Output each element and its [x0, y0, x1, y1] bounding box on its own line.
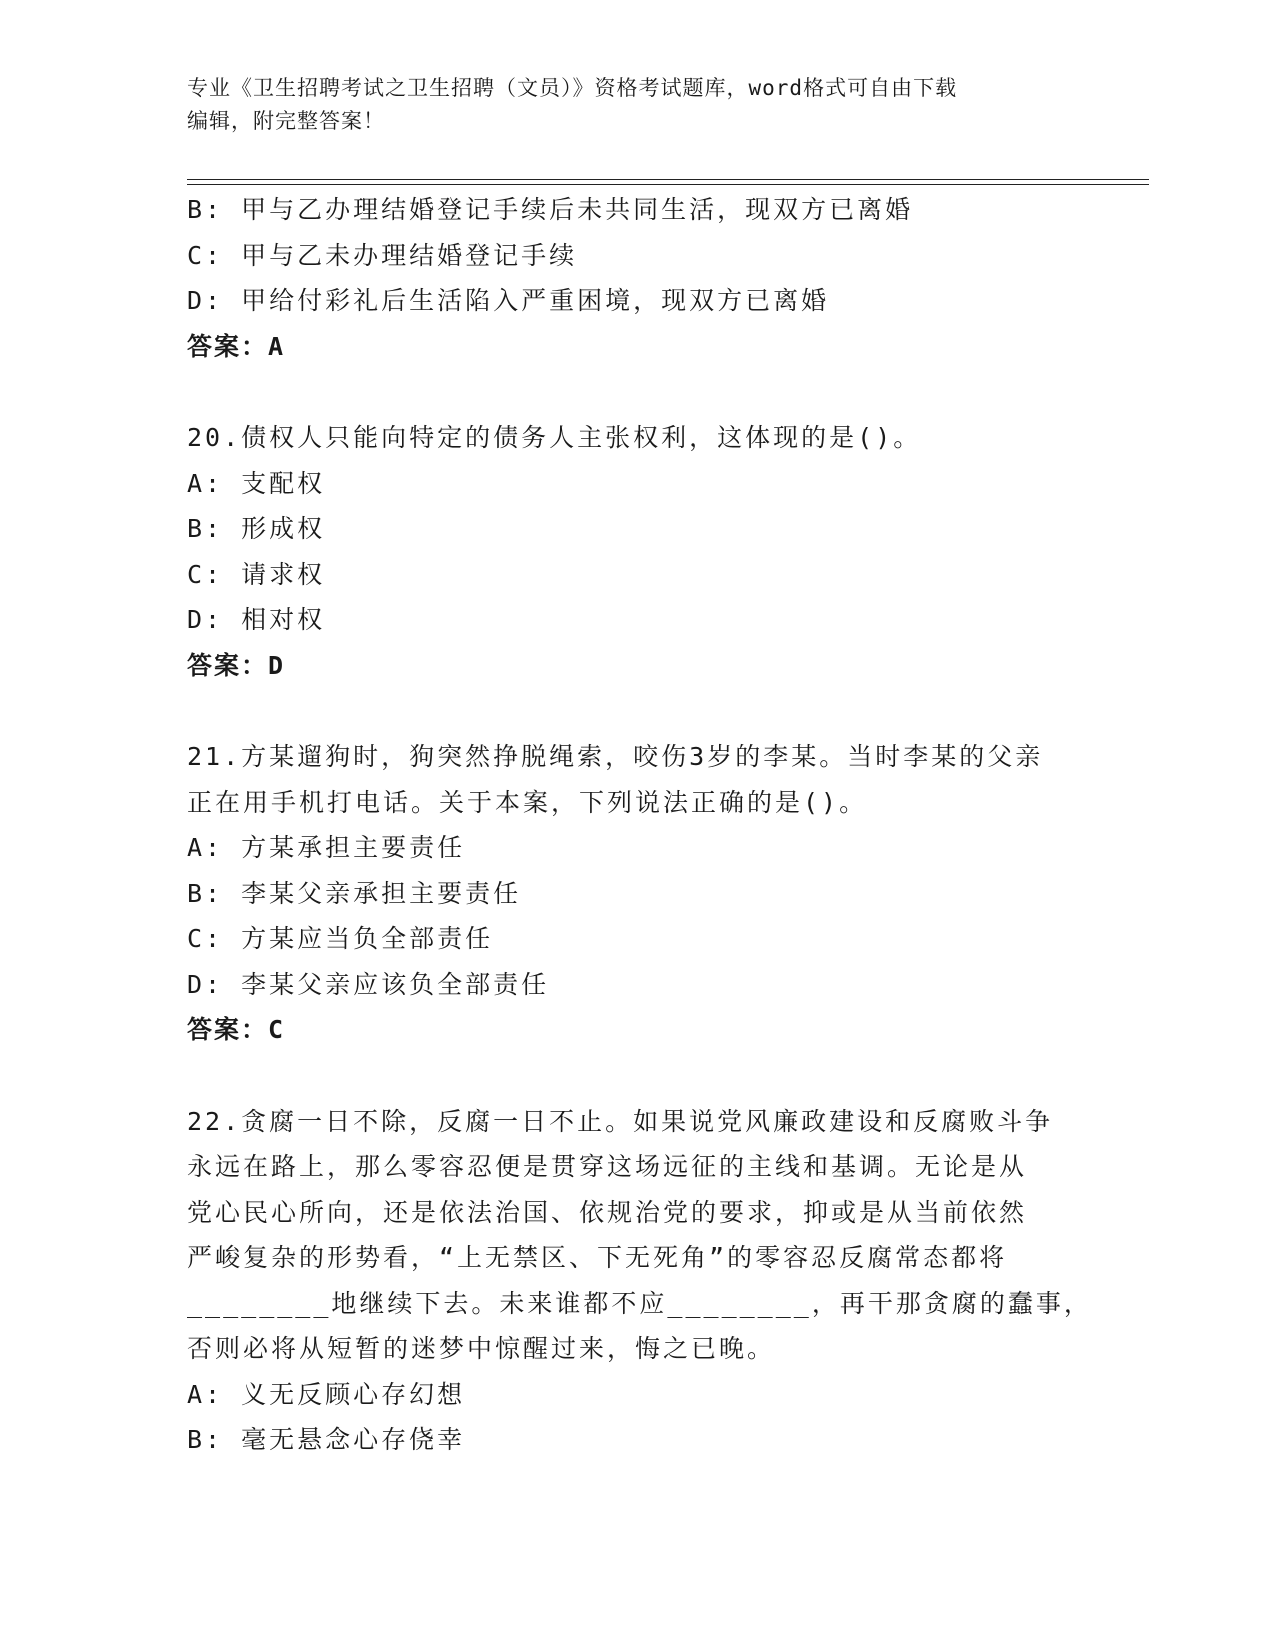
q22-stem-line-3: 党心民心所向，还是依法治国、依规治党的要求，抑或是从当前依然: [187, 1197, 1028, 1227]
header-divider-bottom: [187, 184, 1149, 185]
header-line-1: 专业《卫生招聘考试之卫生招聘（文员）》资格考试题库，word格式可自由下载: [187, 76, 958, 100]
q19-answer: 答案：A: [187, 331, 286, 361]
q22-stem-line-4: 严峻复杂的形势看，“上无禁区、下无死角”的零容忍反腐常态都将: [187, 1243, 1008, 1272]
q20-option-d: D: 相对权: [187, 605, 326, 634]
q19-option-d: D: 甲给付彩礼后生活陷入严重困境，现双方已离婚: [187, 286, 830, 315]
question-content: [187, 187, 1092, 1463]
q21-answer: 答案：C: [187, 1015, 286, 1044]
q22-stem-line-6: 否则必将从短暂的迷梦中惊醒过来，悔之已晚。: [187, 1334, 776, 1363]
header-line-2: 编辑，附完整答案！: [187, 109, 385, 133]
question-20: [187, 415, 1087, 688]
q21-stem-line-1: 21.方某遛狗时，狗突然挣脱绳索，咬伤3岁的李某。当时李某的父亲: [187, 742, 1044, 771]
question-21: [187, 734, 1087, 1053]
q21-option-b: B: 李某父亲承担主要责任: [187, 878, 522, 908]
q20-answer: 答案：D: [187, 650, 286, 680]
q22-stem-line-1: 22.贪腐一日不除，反腐一日不止。如果说党风廉政建设和反腐败斗争: [187, 1106, 1054, 1136]
question-19: [187, 187, 1087, 369]
q21-option-d: D: 李某父亲应该负全部责任: [187, 969, 550, 999]
question-22: [187, 1099, 1092, 1463]
q20-option-c: C: 请求权: [187, 559, 326, 589]
header-divider-top: [187, 179, 1149, 180]
q21-stem-line-2: 正在用手机打电话。关于本案，下列说法正确的是()。: [187, 787, 868, 817]
q20-stem: 20.债权人只能向特定的债务人主张权利，这体现的是()。: [187, 423, 922, 452]
q22-option-a: A: 义无反顾心存幻想: [187, 1379, 466, 1409]
q21-option-a: A: 方某承担主要责任: [187, 833, 466, 862]
q20-option-b: B: 形成权: [187, 514, 326, 543]
q19-option-c: C: 甲与乙未办理结婚登记手续: [187, 240, 578, 270]
q20-option-a: A: 支配权: [187, 468, 326, 498]
q22-option-b: B: 毫无悬念心存侥幸: [187, 1425, 466, 1454]
q22-stem-line-2: 永远在路上，那么零容忍便是贯穿这场远征的主线和基调。无论是从: [187, 1152, 1028, 1181]
document-header: [187, 72, 1067, 138]
q19-option-b: B: 甲与乙办理结婚登记手续后未共同生活，现双方已离婚: [187, 195, 914, 224]
q22-stem-line-5: ________地继续下去。未来谁都不应________，再干那贪腐的蠢事，: [187, 1288, 1092, 1318]
q21-option-c: C: 方某应当负全部责任: [187, 924, 494, 953]
